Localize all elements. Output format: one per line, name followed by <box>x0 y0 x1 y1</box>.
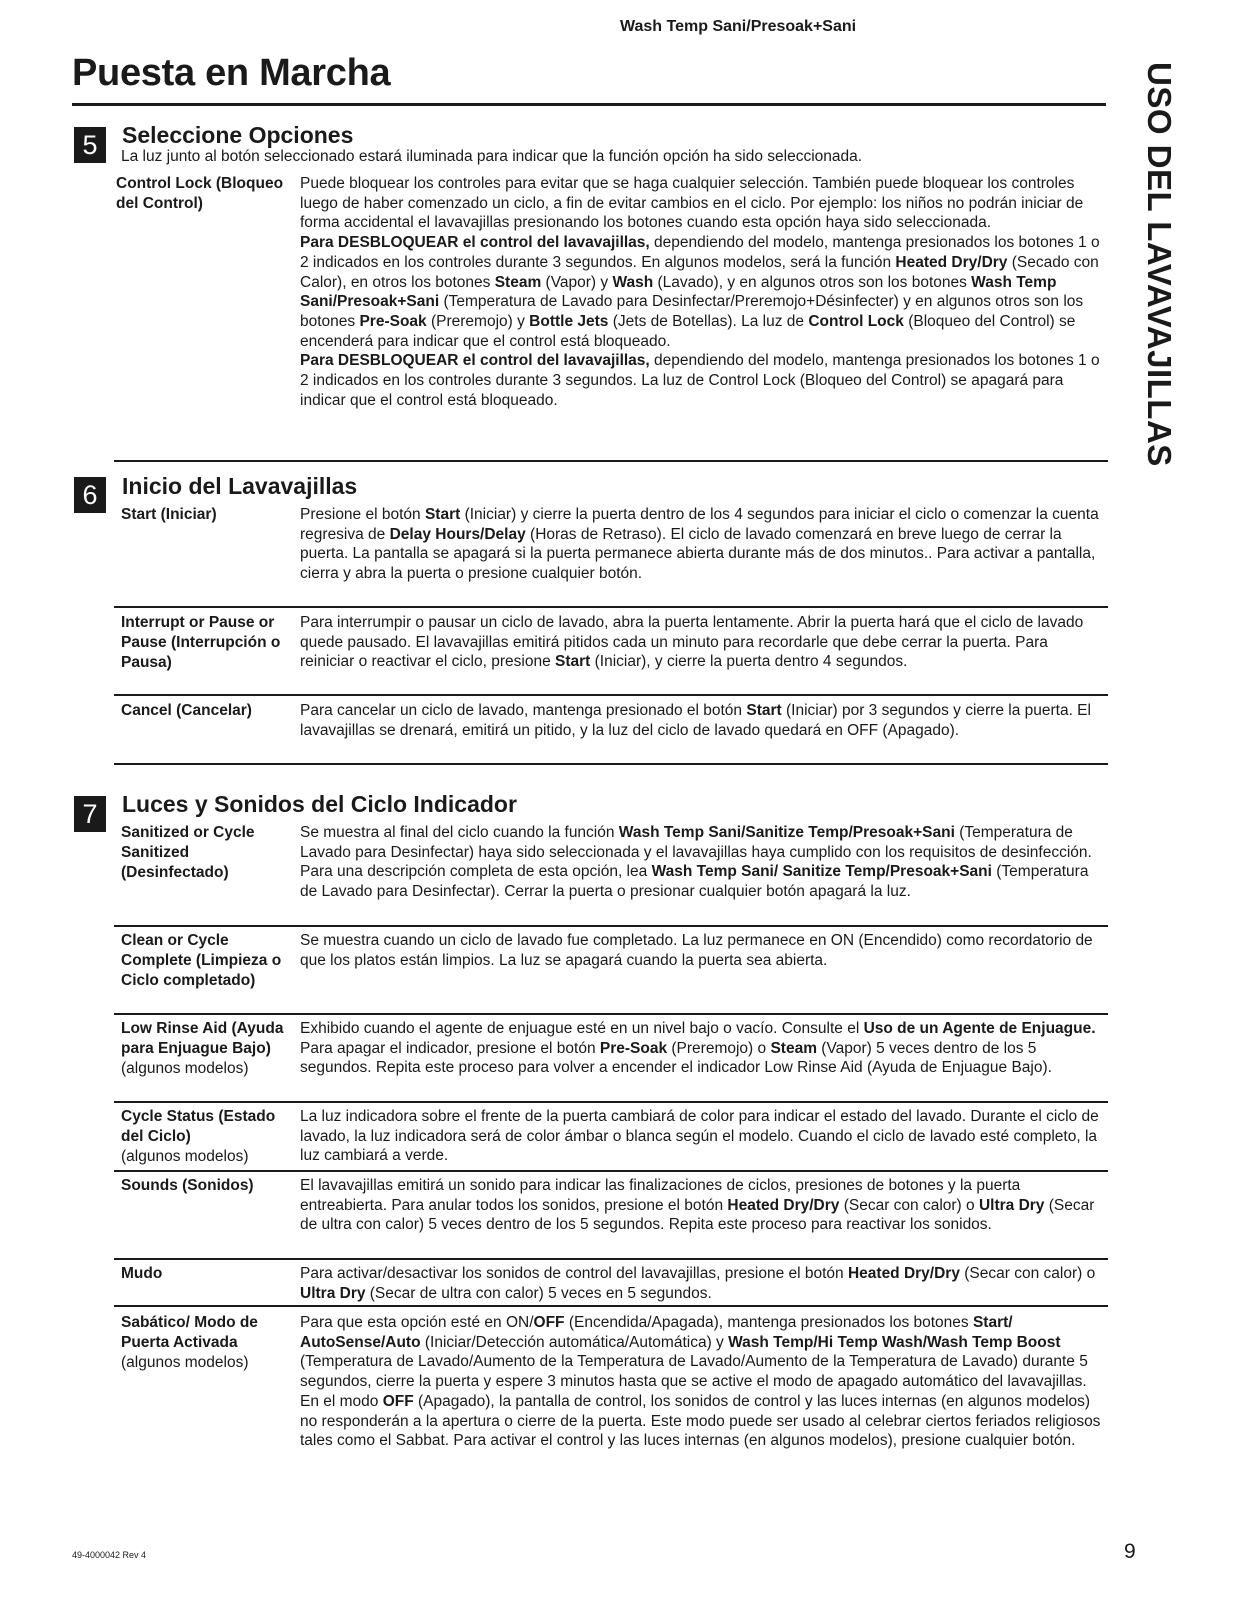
option-description: Para que esta opción esté en ON/OFF (Encendida/Apagada), mantenga presionados los botones Start/ AutoSense/Auto (Iniciar/Detección automática/Automática) y Wash Temp/Hi Temp Wash/Wash Temp Boost (Temperatura de Lavado/Aumento de la Temperatura de Lavado/Aumento de la Temperatura de Lavado) durante 5 segundos, cierre la puerta y espere 3 minutos hasta que se active el modo de apagado automático del lavavajillas. En el modo OFF (Apagado), la pantalla de control, los sonidos de control y las luces internas (en algunos modelos) no responderán a la apertura o cierre de la puerta. Este modo puede ser usado al celebrar ciertos feriados religiosos tales como el Sabbat. Para activar el control y las luces internas (en algunos modelos), presione cualquier botón. <box>300 1314 1101 1450</box>
section-number: 6 <box>74 477 106 513</box>
option-term: Clean or Cycle Complete (Limpieza o Ciclo completado) <box>121 932 282 989</box>
divider <box>114 763 1108 765</box>
title-rule <box>72 103 1106 106</box>
option-description <box>300 174 1105 410</box>
option-description: Se muestra cuando un ciclo de lavado fue completado. La luz permanece en ON (Encendido) como recordatorio de que los platos están limpios. La luz se apagará cuando la puerta sea abierta. <box>300 932 1093 969</box>
option-description: Para cancelar un ciclo de lavado, mantenga presionado el botón Start (Iniciar) por 3 segundos y cierre la puerta. El lavavajillas se drenará, emitirá un pitido, y la luz del ciclo de lavado quedará en OFF (Apagado). <box>300 702 1091 739</box>
option-description: El lavavajillas emitirá un sonido para indicar las finalizaciones de ciclos, presiones de botones y la puerta entreabierta. Para anular todos los sonidos, presione el botón Heated Dry/Dry (Secar con calor) o Ultra Dry (Secar de ultra con calor) 5 veces dentro de los 5 segundos. Repita este proceso para reactivar los sonidos. <box>300 1177 1095 1234</box>
option-term: Mudo <box>121 1265 163 1282</box>
section-title: Seleccione Opciones <box>122 122 354 148</box>
page-title: Puesta en Marcha <box>72 52 391 94</box>
divider <box>114 1013 1108 1015</box>
side-tab: USO DEL LAVAVAJILLAS <box>1141 62 1178 467</box>
divider <box>114 606 1108 608</box>
top-label: Wash Temp Sani/Presoak+Sani <box>620 18 857 35</box>
page-number: 9 <box>1124 1540 1136 1563</box>
option-term: Interrupt or Pause or Pause (Interrupción o Pausa) <box>121 614 281 671</box>
section-number: 7 <box>74 796 106 832</box>
section-title: Inicio del Lavavajillas <box>122 473 358 499</box>
section-title: Luces y Sonidos del Ciclo Indicador <box>122 791 517 817</box>
divider <box>114 925 1108 927</box>
option-description: Presione el botón Start (Iniciar) y cierre la puerta dentro de los 4 segundos para iniciar el ciclo o comenzar la cuenta regresiva de Delay Hours/Delay (Horas de Retraso). El ciclo de lavado comenzará en breve luego de cerrar la puerta. La pantalla se apagará si la puerta permanece abierta durante más de dos minutos.. Para activar a pantalla, cierra y abra la puerta o presione cualquier botón. <box>300 506 1099 583</box>
divider <box>114 1101 1108 1103</box>
divider <box>114 1305 1108 1307</box>
option-term: Cancel (Cancelar) <box>121 702 252 719</box>
description-paragraph: Puede bloquear los controles para evitar que se haga cualquier selección. También puede bloquear los controles luego de haber comenzado un ciclo, a fin de evitar cambios en el ciclo. Por ejemplo: los niños no podrán iniciar de forma accidental el lavavajillas presionando los botones cuando esta opción haya sido seleccionada. <box>300 175 1084 232</box>
description-paragraph: Para DESBLOQUEAR el control del lavavajillas, dependiendo del modelo, mantenga presionados los botones 1 o 2 indicados en los controles durante 3 segundos. La luz de Control Lock (Bloqueo del Control) se apagará para indicar que el control está bloqueado. <box>300 352 1100 409</box>
option-term: Sanitized or Cycle Sanitized (Desinfectado) <box>121 824 255 881</box>
option-term: Sabático/ Modo de Puerta Activada (algunos modelos) <box>121 1313 296 1373</box>
option-description: Se muestra al final del ciclo cuando la función Wash Temp Sani/Sanitize Temp/Presoak+Sani (Temperatura de Lavado para Desinfectar) haya sido seleccionada y el lavavajillas haya cumplido con los requisitos de desinfección. Para una descripción completa de esta opción, lea Wash Temp Sani/ Sanitize Temp/Presoak+Sani (Temperatura de Lavado para Desinfectar). Cerrar la puerta o presionar cualquier botón apagará la luz. <box>300 824 1092 901</box>
divider <box>114 1170 1108 1172</box>
section-number: 5 <box>74 127 106 163</box>
document-code: 49-4000042 Rev 4 <box>72 1550 147 1560</box>
divider <box>114 1258 1108 1260</box>
option-term: Sounds (Sonidos) <box>121 1177 254 1194</box>
description-paragraph: Para DESBLOQUEAR el control del lavavajillas, dependiendo del modelo, mantenga presionados los botones 1 o 2 indicados en los controles durante 3 segundos. En algunos modelos, será la función Heated Dry/Dry (Secado con Calor), en otros los botones Steam (Vapor) y Wash (Lavado), y en algunos otros son los botones Wash Temp Sani/Presoak+Sani (Temperatura de Lavado para Desinfectar/Preremojo+Désinfecter) y en algunos otros son los botones Pre-Soak (Preremojo) y Bottle Jets (Jets de Botellas). La luz de Control Lock (Bloqueo del Control) se encenderá para indicar que el control está bloqueado. <box>300 234 1100 350</box>
option-note: (algunos modelos) <box>121 1354 249 1371</box>
option-description: La luz indicadora sobre el frente de la puerta cambiará de color para indicar el estado del lavado. Durante el ciclo de lavado, la luz indicadora será de color ámbar o blanca según el modelo. Cuando el ciclo de lavado esté completo, la luz cambiará a verde. <box>300 1108 1099 1165</box>
section-intro: La luz junto al botón seleccionado estará iluminada para indicar que la función opción ha sido seleccionada. <box>121 148 863 165</box>
option-term: Control Lock (Bloqueo del Control) <box>116 175 284 212</box>
option-description: Para interrumpir o pausar un ciclo de lavado, abra la puerta lentamente. Abrir la puerta hará que el ciclo de lavado quede pausado. El lavavajillas emitirá pitidos cada un minuto para recordarle que debe cerrar la puerta. Para reiniciar o reactivar el ciclo, presione Start (Iniciar), y cierre la puerta dentro 4 segundos. <box>300 614 1084 671</box>
divider <box>114 694 1108 696</box>
option-note: (algunos modelos) <box>121 1060 249 1077</box>
option-note: (algunos modelos) <box>121 1148 249 1165</box>
option-term: Cycle Status (Estado del Ciclo) (algunos modelos) <box>121 1107 296 1167</box>
option-term: Start (Iniciar) <box>121 506 217 523</box>
option-description: Para activar/desactivar los sonidos de control del lavavajillas, presione el botón Heated Dry/Dry (Secar con calor) o Ultra Dry (Secar de ultra con calor) 5 veces en 5 segundos. <box>300 1265 1096 1302</box>
option-description: Exhibido cuando el agente de enjuague esté en un nivel bajo o vacío. Consulte el Uso de un Agente de Enjuague. Para apagar el indicador, presione el botón Pre-Soak (Preremojo) o Steam (Vapor) 5 veces dentro de los 5 segundos. Repita este proceso para volver a encender el indicador Low Rinse Aid (Ayuda de Enjuague Bajo). <box>300 1020 1096 1077</box>
option-term: Low Rinse Aid (Ayuda para Enjuague Bajo) (algunos modelos) <box>121 1019 296 1079</box>
divider <box>114 460 1108 462</box>
